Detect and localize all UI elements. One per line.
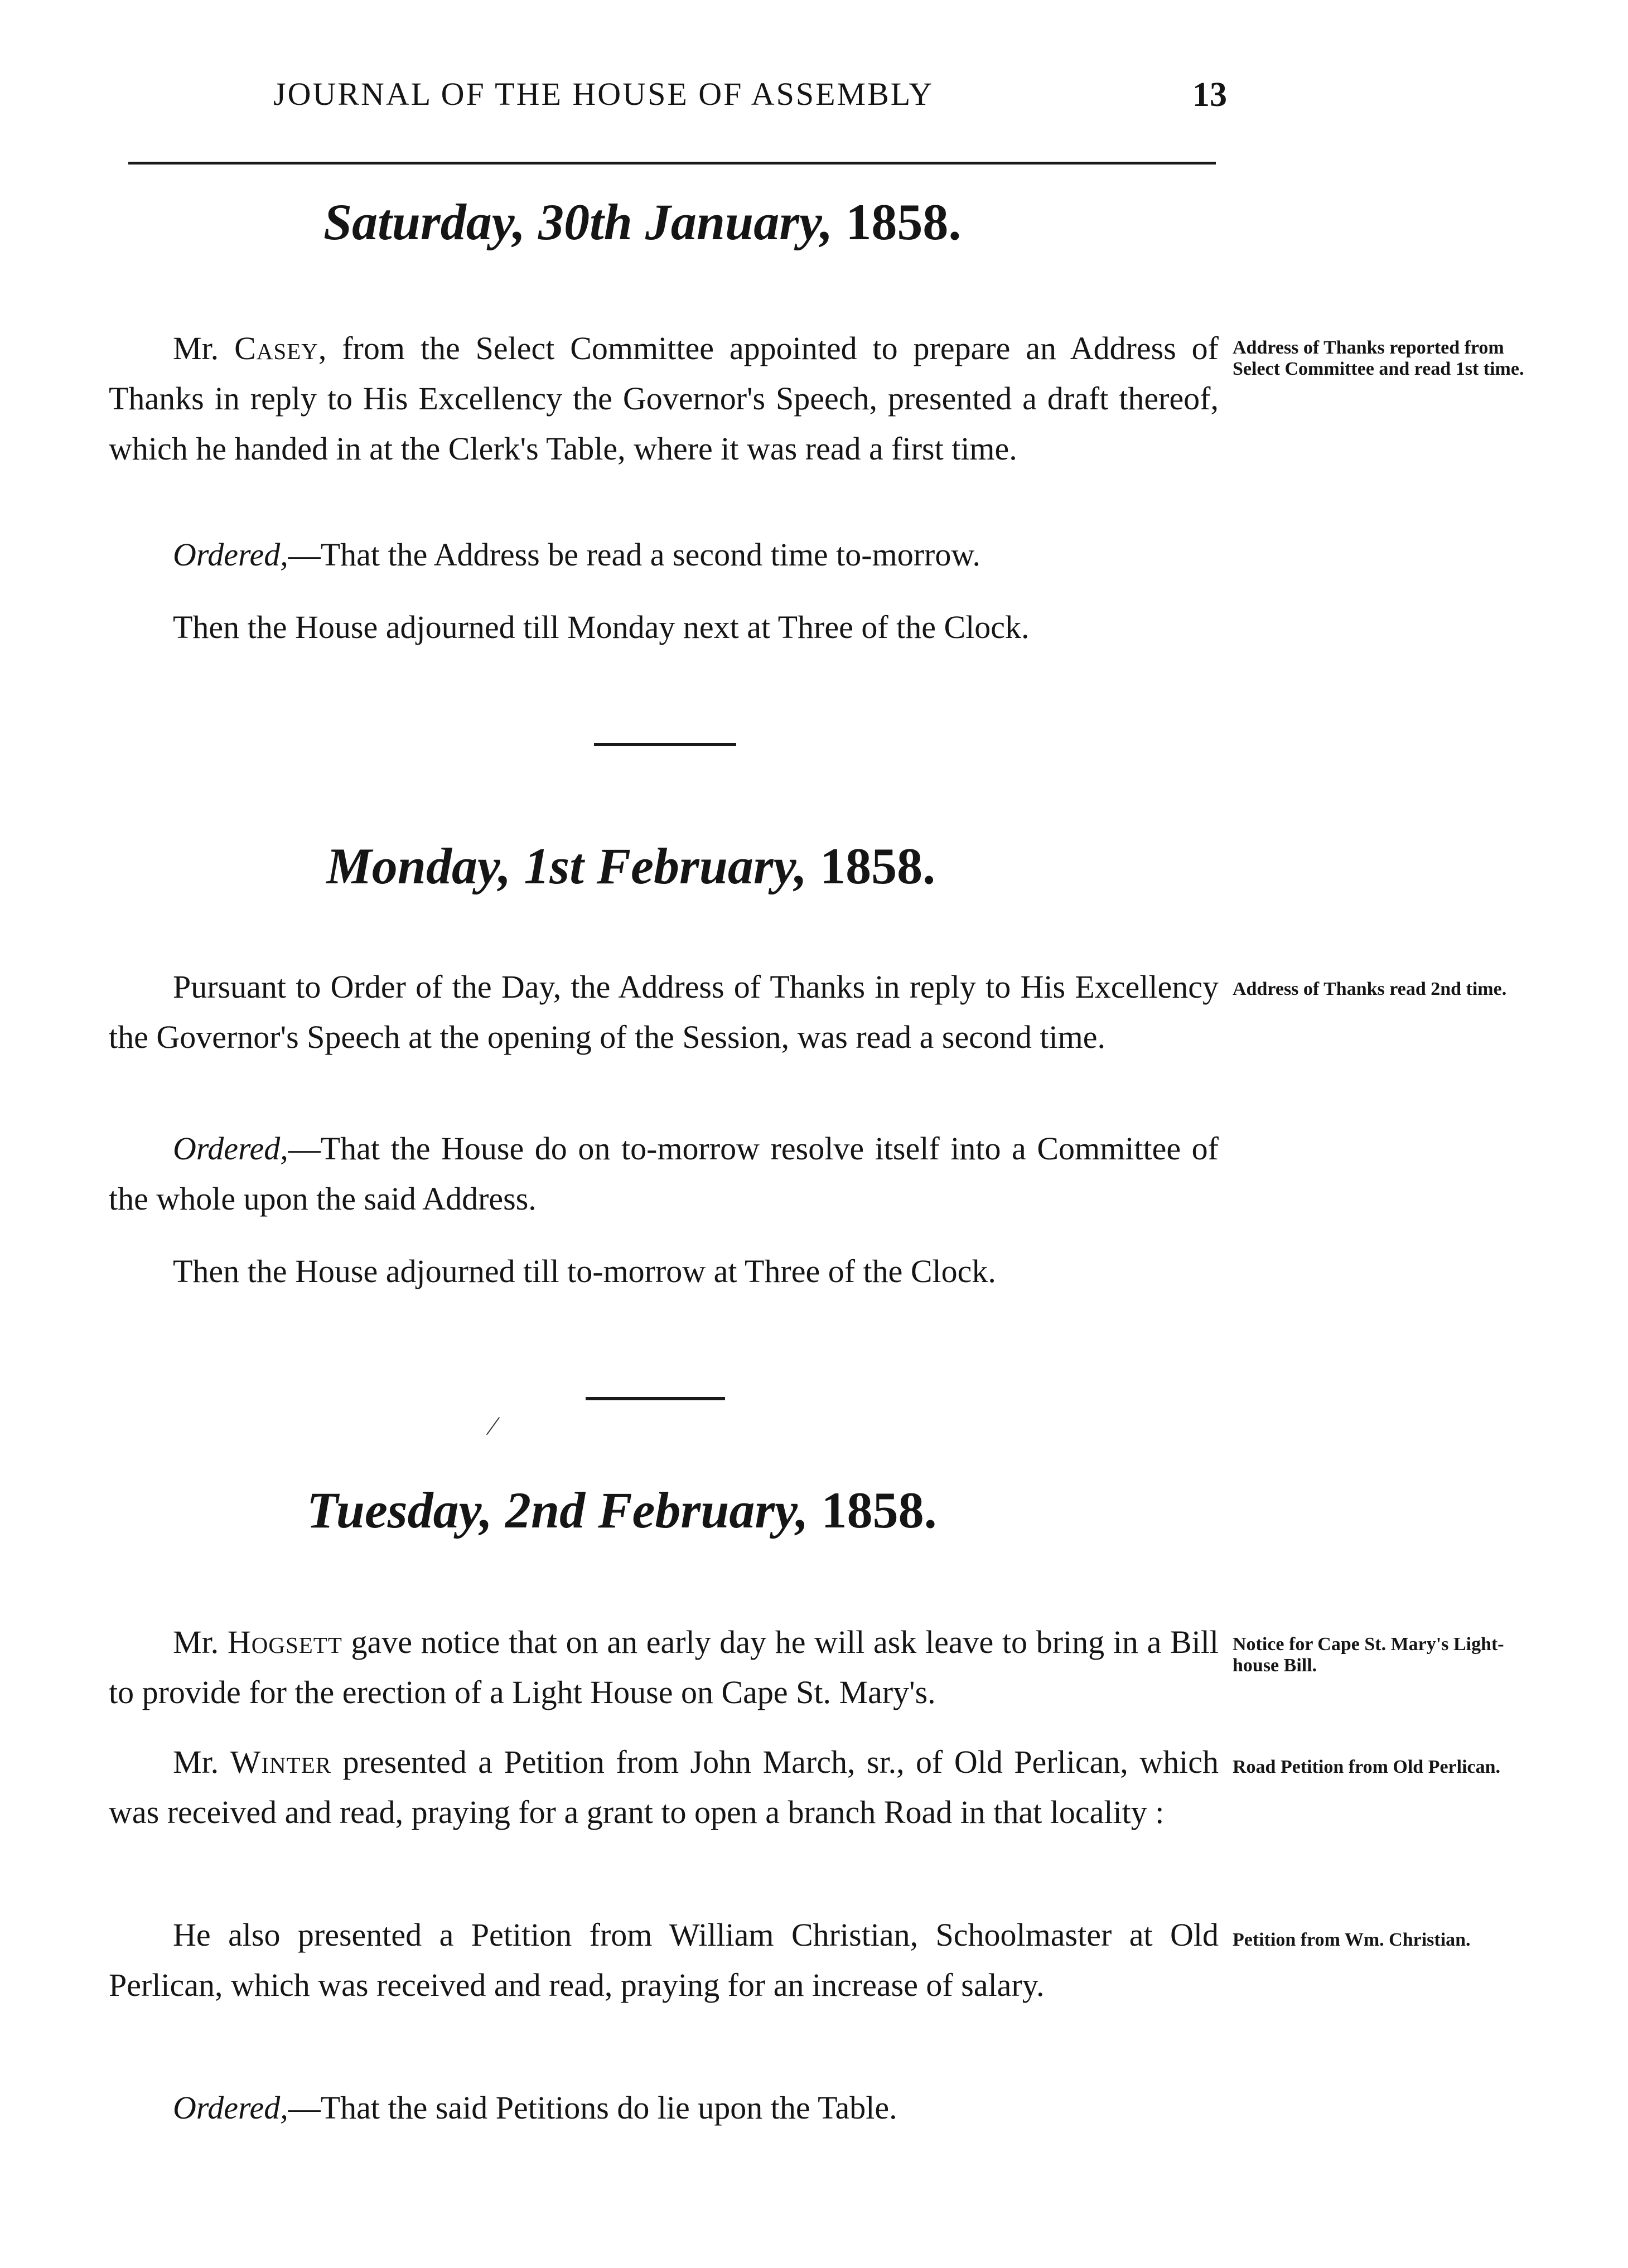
date-weekday: Monday,	[326, 838, 511, 894]
entry-saturday-paragraph-1: Mr. Casey, from the Select Committee appointed to prepare an Address of Thanks in reply to His Excellency the Governor's Speech, presented a draft thereof, which he handed in at the Clerk's Table, where it was read a first time.	[109, 330, 1219, 467]
date-month: February,	[596, 838, 808, 894]
entry-monday-paragraph-3: Then the House adjourned till to-morrow at Three of the Clock.	[173, 1253, 996, 1289]
margin-note-address-reported: Address of Thanks reported from Select Committee and read 1st time.	[1233, 337, 1524, 379]
running-header	[134, 75, 1227, 120]
entry-tuesday-paragraph-4: Ordered,—That the said Petitions do lie upon the Table.	[173, 2090, 897, 2126]
margin-note-light-house-bill: Notice for Cape St. Mary's Light-house Bill.	[1233, 1634, 1504, 1676]
margin-note-road-petition: Road Petition from Old Perlican.	[1233, 1757, 1501, 1777]
date-month: February,	[598, 1482, 809, 1539]
entry-tuesday-paragraph-1: Mr. Hogsett gave notice that on an early day he will ask leave to bring in a Bill to provide for the erection of a Light House on Cape St. Mary's.	[109, 1624, 1219, 1710]
ordered-lead: Ordered,	[173, 2090, 288, 2126]
margin-note-christian-petition: Petition from Wm. Christian.	[1233, 1930, 1471, 1950]
date-month: January,	[645, 194, 833, 250]
flourish-mark: ⁄	[491, 1411, 496, 1441]
date-weekday: Saturday,	[323, 194, 526, 250]
entry-tuesday-paragraph-3: He also presented a Petition from William Christian, Schoolmaster at Old Perlican, which was received and read, praying for an increase of salary.	[109, 1917, 1219, 2003]
margin-note-address-read-2nd: Address of Thanks read 2nd time.	[1233, 979, 1507, 999]
page-number: 13	[1192, 76, 1227, 114]
entry-saturday-paragraph-3: Then the House adjourned till Monday next at Three of the Clock.	[173, 609, 1030, 645]
member-name: Winter	[230, 1744, 332, 1780]
date-day: 30th	[538, 194, 632, 250]
member-name: Casey	[234, 330, 318, 366]
section-divider	[594, 743, 736, 746]
date-year: 1858.	[820, 838, 936, 894]
entry-tuesday-paragraph-2: Mr. Winter presented a Petition from John March, sr., of Old Perlican, which was received and read, praying for a grant to open a branch Road in that locality :	[109, 1744, 1219, 1830]
entry-saturday-paragraph-2: Ordered,—That the Address be read a second time to-morrow.	[173, 536, 980, 573]
date-year: 1858.	[846, 194, 962, 250]
ordered-lead: Ordered,	[173, 1130, 288, 1167]
section-divider	[586, 1397, 725, 1400]
date-day: 1st	[524, 838, 584, 894]
date-day: 2nd	[505, 1482, 586, 1539]
journal-title: JOURNAL OF THE HOUSE OF ASSEMBLY	[273, 76, 934, 112]
header-rule	[128, 162, 1216, 165]
date-weekday: Tuesday,	[307, 1482, 493, 1539]
ordered-lead: Ordered,	[173, 536, 288, 573]
entry-monday-paragraph-1: Pursuant to Order of the Day, the Address of Thanks in reply to His Excellency the Governor's Speech at the opening of the Session, was read a second time.	[109, 969, 1219, 1055]
entry-monday-paragraph-2: Ordered,—That the House do on to-morrow resolve itself into a Committee of the whole upon the said Address.	[109, 1130, 1219, 1217]
member-name: Hogsett	[227, 1624, 342, 1660]
date-year: 1858.	[821, 1482, 937, 1539]
